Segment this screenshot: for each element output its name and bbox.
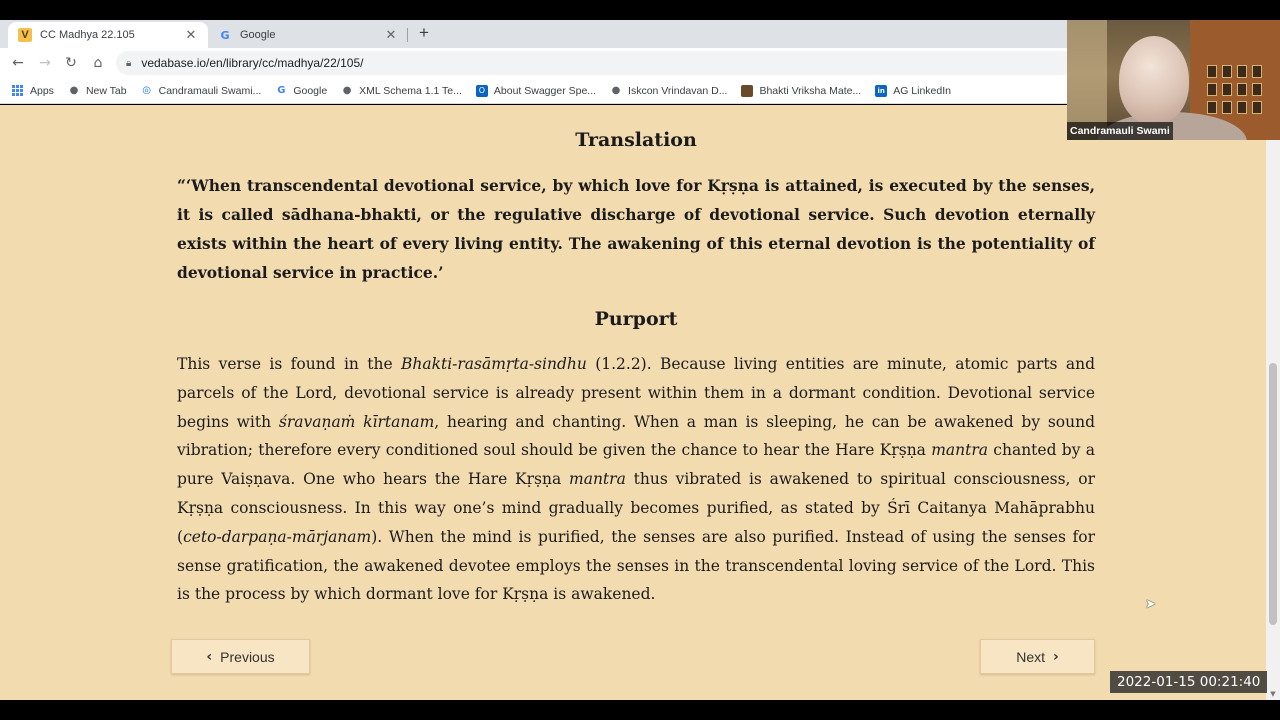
apps-grid-icon <box>12 85 24 97</box>
page-scrollbar[interactable] <box>1266 105 1280 700</box>
scroll-down-arrow-icon[interactable]: ▼ <box>1270 690 1276 698</box>
tab-title: Google <box>240 29 276 41</box>
bottom-black-bar <box>0 700 1280 720</box>
back-arrow-icon[interactable]: ← <box>12 55 24 71</box>
bookmark-linkedin[interactable] <box>875 85 951 97</box>
translation-heading: Translation <box>575 129 697 151</box>
bookmark-candramauli[interactable] <box>141 85 262 97</box>
article <box>177 105 1095 700</box>
picture-frame <box>1237 83 1247 96</box>
picture-frame <box>1252 65 1262 78</box>
picture-frame <box>1207 83 1217 96</box>
chevron-left-icon: ‹ <box>206 648 213 665</box>
top-black-bar <box>0 0 1280 20</box>
bookmark-bhakti-vriksha[interactable] <box>741 85 861 97</box>
bookmark-label: AG LinkedIn <box>893 84 951 97</box>
picture-frame <box>1222 65 1232 78</box>
tab-cc-madhya[interactable] <box>8 22 208 48</box>
picture-frame <box>1252 83 1262 96</box>
bookmark-label: Google <box>293 84 328 97</box>
mouse-cursor-icon: ➤ <box>1145 597 1156 612</box>
linkedin-icon: in <box>875 85 887 97</box>
url-text: vedabase.io/en/library/cc/madhya/22/105/ <box>141 56 364 70</box>
image-icon <box>741 85 753 97</box>
scroll-thumb[interactable] <box>1269 363 1277 625</box>
tab-title: CC Madhya 22.105 <box>40 29 135 41</box>
outlook-icon: O <box>476 85 488 97</box>
picture-frame <box>1222 83 1232 96</box>
purport-heading: Purport <box>594 308 678 330</box>
reload-icon[interactable]: ↻ <box>65 55 77 71</box>
previous-button[interactable] <box>171 639 310 674</box>
bookmark-label: Iskcon Vrindavan D... <box>628 84 728 97</box>
circle-logo-icon: ◎ <box>142 85 151 96</box>
close-icon[interactable]: ✕ <box>185 27 197 42</box>
lock-icon: 🔒︎ <box>126 57 132 69</box>
picture-frame <box>1237 101 1247 114</box>
page-content <box>0 105 1266 700</box>
tab-google[interactable] <box>208 22 408 48</box>
google-favicon-icon: G <box>220 28 230 42</box>
picture-frame <box>1237 65 1247 78</box>
bookmark-new-tab[interactable] <box>68 85 127 97</box>
bookmark-apps[interactable] <box>12 85 54 97</box>
bookmark-label: About Swagger Spe... <box>493 84 597 97</box>
timestamp-overlay: 2022-01-15 00:21:40 <box>1110 671 1267 693</box>
picture-frame <box>1207 101 1217 114</box>
forward-arrow-icon[interactable]: → <box>39 55 51 71</box>
bookmark-label: Apps <box>30 84 54 97</box>
bookmark-label: Bhakti Vriksha Mate... <box>759 84 862 97</box>
picture-frame <box>1207 65 1217 78</box>
webcam-overlay <box>1067 20 1280 140</box>
picture-frame <box>1252 101 1262 114</box>
participant-name: Candramauli Swami <box>1067 122 1173 140</box>
picture-frame <box>1222 101 1232 114</box>
bookmark-label: New Tab <box>85 84 127 97</box>
bookmark-iskcon[interactable] <box>610 85 727 97</box>
participant-head <box>1119 36 1189 124</box>
globe-icon: ● <box>69 85 79 96</box>
home-icon[interactable]: ⌂ <box>93 55 103 71</box>
globe-icon: ● <box>342 85 352 96</box>
globe-icon: ● <box>611 85 621 96</box>
new-tab-button[interactable]: + <box>419 23 429 42</box>
tab-divider <box>407 28 408 42</box>
bookmark-swagger[interactable] <box>476 85 596 97</box>
google-icon: G <box>277 85 286 96</box>
chevron-right-icon: › <box>1053 648 1059 665</box>
close-icon[interactable]: ✕ <box>385 27 397 42</box>
vedabase-favicon-icon: V <box>18 28 32 42</box>
purport-text: This verse is found in the Bhakti-rasāmṛta-sindhu (1.2.2). Because living entities are minute, atomic parts and parcels of the Lord, devotional service is already present within them in a dormant condition. Devotional service begins with śravaṇaṁ kīrtanam, hearing and chanting. When a man is sleeping, he can be awakened by sound vibration; therefore every conditioned soul should be given the chance to hear the Hare Kṛṣṇa mantra chanted by a pure Vaiṣṇava. One who hears the Hare Kṛṣṇa mantra thus vibrated is awakened to spiritual consciousness, or Kṛṣṇa consciousness. In this way one’s mind gradually becomes purified, as stated by Śrī Caitanya Mahāprabhu (ceto-darpaṇa-mārjanam). When the mind is purified, the senses are also purified. Instead of using the senses for sense gratification, the awakened devotee employs the senses in the transcendental loving service of the Lord. This is the process by which dormant love for Kṛṣṇa is awakened. <box>177 355 1096 604</box>
previous-label: Previous <box>220 648 275 665</box>
bookmark-xml-schema[interactable] <box>341 85 462 97</box>
translation-text: “‘When transcendental devotional service, by which love for Kṛṣṇa is attained, is executed by the senses, it is called sādhana-bhakti, or the regulative discharge of devotional service. Such devotion eternally exists within the heart of every living entity. The awakening of this eternal devotion is the potentiality of devotional service in practice.’ <box>177 176 1095 282</box>
bookmark-label: XML Schema 1.1 Te... <box>359 84 462 97</box>
bookmark-label: Candramauli Swami... <box>158 84 262 97</box>
bookmark-google[interactable] <box>275 85 327 97</box>
address-bar[interactable] <box>116 51 1076 75</box>
next-label: Next <box>1016 648 1045 665</box>
next-button[interactable] <box>980 639 1095 674</box>
